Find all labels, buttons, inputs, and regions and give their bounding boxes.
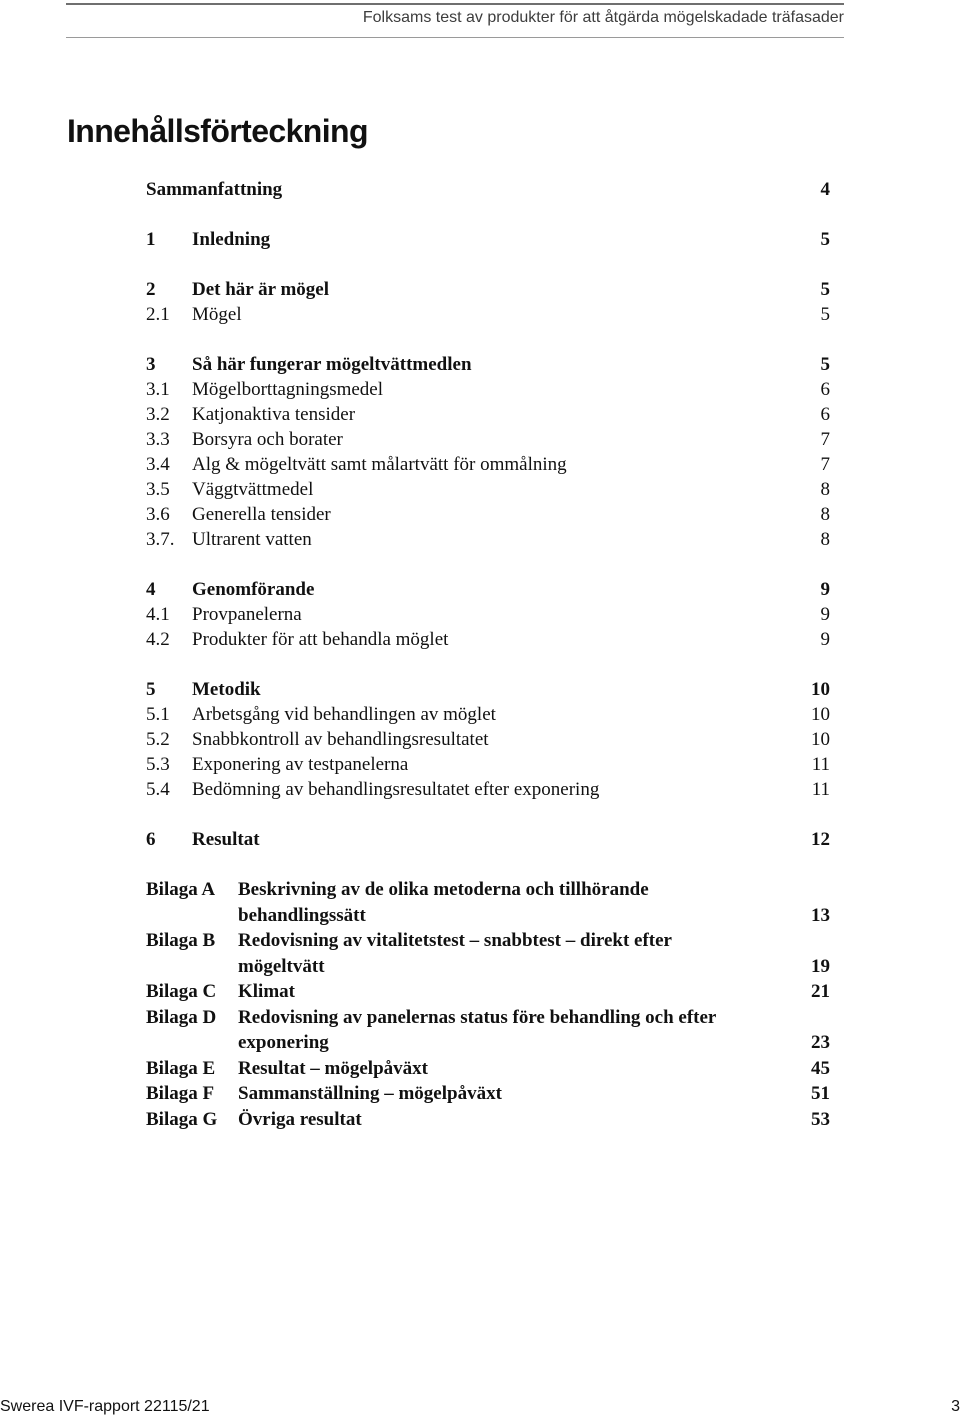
appendix-label: Bilaga F <box>146 1083 215 1104</box>
toc-entry-page: 5 <box>820 354 830 375</box>
toc-entry-number: 2 <box>146 279 156 300</box>
toc-entry-title: Ultrarent vatten <box>192 529 312 550</box>
toc-entry-title: Inledning <box>192 229 271 250</box>
toc-entry-title: Så här fungerar mögeltvättmedlen <box>192 354 472 375</box>
toc-entry-page: 8 <box>820 529 830 550</box>
toc-entry[interactable] <box>146 727 830 752</box>
toc-entry-page: 11 <box>811 754 830 775</box>
appendix-label: Bilaga B <box>146 930 216 951</box>
toc-entry[interactable] <box>146 527 830 552</box>
toc-entry-page: 5 <box>820 229 830 250</box>
toc-entry-page: 6 <box>820 379 830 400</box>
toc-entry-number: 5.4 <box>146 779 170 800</box>
toc-entry-number: 1 <box>146 229 156 250</box>
toc-entry-title: Mögelborttagningsmedel <box>192 379 384 400</box>
toc-entry-title: Borsyra och borater <box>192 429 343 450</box>
toc-entry-number: 3.2 <box>146 404 170 425</box>
appendix-label: Bilaga C <box>146 981 217 1002</box>
toc-sections <box>146 177 830 852</box>
toc-entry-page: 12 <box>811 829 830 850</box>
toc-entry-page: 10 <box>811 704 830 725</box>
appendix-entry[interactable] <box>146 1056 830 1082</box>
toc-entry[interactable] <box>146 602 830 627</box>
appendix-label: Bilaga D <box>146 1006 217 1028</box>
toc-entry-number: 5 <box>146 679 156 700</box>
appendix-page: 21 <box>811 981 830 1002</box>
toc-entry-title: Metodik <box>192 679 261 700</box>
toc-entry-title: Genomförande <box>192 579 315 600</box>
toc-entry-number: 3.1 <box>146 379 170 400</box>
toc-entry-page: 9 <box>820 629 830 650</box>
toc-entry[interactable] <box>146 477 830 502</box>
running-header: Folksams test av produkter för att åtgärda mögelskadade träfasader <box>362 9 844 26</box>
toc-appendices <box>146 877 830 1132</box>
toc-entry-page: 8 <box>820 504 830 525</box>
appendix-entry[interactable] <box>146 928 830 979</box>
toc-entry-title: Väggtvättmedel <box>192 479 314 500</box>
toc-entry-title: Snabbkontroll av behandlingsresultatet <box>192 729 489 750</box>
footer-report-id: Swerea IVF-rapport 22115/21 <box>0 1398 210 1415</box>
appendix-entry[interactable] <box>146 1107 830 1133</box>
toc-entry[interactable] <box>146 177 830 202</box>
appendix-entry[interactable] <box>146 979 830 1005</box>
toc-entry-number: 4 <box>146 579 156 600</box>
appendix-page: 19 <box>811 955 830 977</box>
appendix-entry[interactable] <box>146 1081 830 1107</box>
toc-entry[interactable] <box>146 627 830 652</box>
appendix-label: Bilaga A <box>146 879 216 900</box>
page-title: Innehållsförteckning <box>67 113 368 149</box>
toc-entry[interactable] <box>146 302 830 327</box>
toc-entry-number: 3 <box>146 354 156 375</box>
appendix-page: 51 <box>811 1083 830 1104</box>
toc-entry-title: Alg & mögeltvätt samt målartvätt för ommålning <box>192 454 567 475</box>
toc-entry-number: 2.1 <box>146 304 170 325</box>
appendix-label: Bilaga G <box>146 1108 218 1130</box>
toc-entry[interactable] <box>146 452 830 477</box>
toc-entry-number: 3.6 <box>146 504 170 525</box>
toc-entry-page: 7 <box>820 454 830 475</box>
toc-entry-title: Exponering av testpanelerna <box>192 754 409 775</box>
table-of-contents <box>146 177 830 1132</box>
appendix-page: 23 <box>811 1032 830 1053</box>
toc-entry-title: Arbetsgång vid behandlingen av möglet <box>192 704 496 725</box>
toc-entry[interactable] <box>146 702 830 727</box>
toc-entry-page: 5 <box>820 304 830 325</box>
appendix-title: Redovisning av panelernas status före behandling och efter exponering <box>238 1006 717 1053</box>
appendix-page: 45 <box>811 1057 830 1079</box>
toc-entry[interactable] <box>146 752 830 777</box>
appendix-title: Resultat – mögelpåväxt <box>238 1057 428 1079</box>
toc-entry-page: 10 <box>811 729 830 750</box>
toc-entry-number: 6 <box>146 829 156 850</box>
toc-entry-page: 6 <box>820 404 830 425</box>
appendix-entry[interactable] <box>146 1005 830 1056</box>
toc-entry-title: Generella tensider <box>192 504 331 525</box>
toc-entry-page: 5 <box>820 279 830 300</box>
toc-entry[interactable] <box>146 827 830 852</box>
toc-entry-number: 5.1 <box>146 704 170 725</box>
toc-entry[interactable] <box>146 777 830 802</box>
toc-entry-page: 8 <box>820 479 830 500</box>
appendix-title: Redovisning av vitalitetstest – snabbtest – direkt efter mögeltvätt <box>238 930 672 977</box>
toc-entry[interactable] <box>146 277 830 302</box>
appendix-page: 13 <box>811 904 830 926</box>
toc-entry-number: 3.3 <box>146 429 170 450</box>
toc-entry-number: 4.1 <box>146 604 170 625</box>
toc-entry-page: 7 <box>820 429 830 450</box>
toc-entry-title: Sammanfattning <box>146 179 283 200</box>
toc-entry-title: Katjonaktiva tensider <box>192 404 356 425</box>
toc-entry-title: Mögel <box>192 304 242 325</box>
appendix-title: Sammanställning – mögelpåväxt <box>238 1083 502 1104</box>
toc-entry[interactable] <box>146 677 830 702</box>
appendix-entry[interactable] <box>146 877 830 928</box>
header-top-rule <box>66 3 844 5</box>
toc-entry[interactable] <box>146 577 830 602</box>
toc-entry[interactable] <box>146 427 830 452</box>
footer-page-number: 3 <box>951 1398 960 1415</box>
toc-entry-title: Bedömning av behandlingsresultatet efter exponering <box>192 779 600 800</box>
appendix-title: Övriga resultat <box>238 1108 362 1130</box>
toc-entry-number: 5.3 <box>146 754 170 775</box>
toc-entry-title: Produkter för att behandla möglet <box>192 629 449 650</box>
toc-entry[interactable] <box>146 502 830 527</box>
appendix-title: Klimat <box>238 981 295 1002</box>
toc-entry-page: 10 <box>811 679 830 700</box>
toc-entry-page: 4 <box>820 179 830 200</box>
appendix-label: Bilaga E <box>146 1057 216 1079</box>
toc-entry-title: Resultat <box>192 829 260 850</box>
toc-entry[interactable] <box>146 402 830 427</box>
toc-entry[interactable] <box>146 352 830 377</box>
toc-entry-number: 3.5 <box>146 479 170 500</box>
toc-entry-page: 9 <box>820 579 830 600</box>
toc-entry-number: 4.2 <box>146 629 170 650</box>
header-bottom-rule <box>66 37 844 38</box>
toc-entry[interactable] <box>146 227 830 252</box>
toc-entry-number: 5.2 <box>146 729 170 750</box>
toc-entry-title: Provpanelerna <box>192 604 302 625</box>
toc-entry-number: 3.7. <box>146 529 175 550</box>
appendix-title: Beskrivning av de olika metoderna och tillhörande behandlingssätt <box>238 879 649 926</box>
toc-entry-page: 9 <box>820 604 830 625</box>
appendix-page: 53 <box>811 1108 830 1130</box>
toc-entry-page: 11 <box>811 779 830 800</box>
toc-entry-title: Det här är mögel <box>192 279 330 300</box>
toc-entry[interactable] <box>146 377 830 402</box>
toc-entry-number: 3.4 <box>146 454 170 475</box>
